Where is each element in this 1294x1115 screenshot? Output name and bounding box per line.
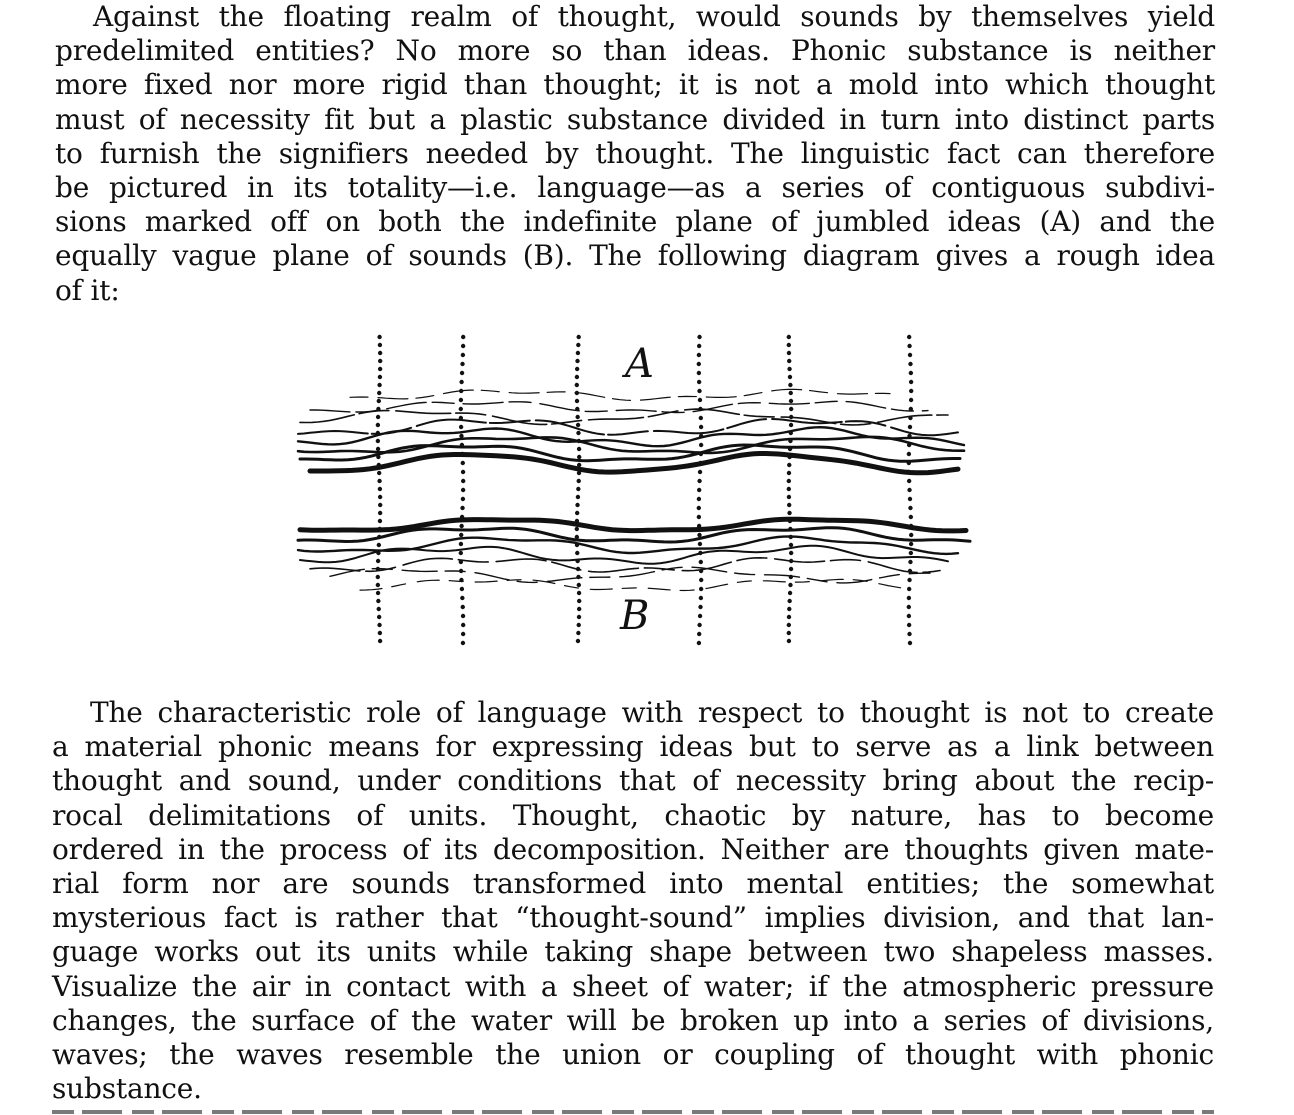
subdivision-dot: [787, 631, 791, 635]
subdivision-dot: [376, 575, 380, 579]
subdivision-dot: [908, 362, 912, 366]
subdivision-dot: [789, 551, 793, 555]
subdivision-dot: [576, 639, 580, 643]
subdivision-dot: [575, 399, 579, 403]
subdivision-dot: [698, 398, 702, 402]
subdivision-dot: [907, 461, 911, 465]
paragraph-1-line: Against the floating realm of thought, would sounds by themselves yield: [93, 0, 1215, 33]
subdivision-dot: [377, 479, 381, 483]
subdivision-dot: [909, 533, 913, 537]
subdivision-dot: [697, 362, 701, 366]
subdivision-dot: [459, 380, 463, 384]
subdivision-dot: [575, 407, 579, 411]
subdivision-dot: [575, 519, 579, 523]
subdivision-dot: [789, 567, 793, 571]
subdivision-dot: [460, 452, 464, 456]
subdivision-dot: [907, 614, 911, 618]
subdivision-dot: [576, 495, 580, 499]
plane-a-stroke: [300, 409, 948, 425]
subdivision-dot: [376, 415, 380, 419]
plane-a-stroke: [310, 454, 958, 473]
subdivision-dot: [376, 447, 380, 451]
subdivision-dot: [699, 443, 703, 447]
subdivision-dot: [699, 425, 703, 429]
subdivision-dot: [908, 497, 912, 501]
subdivision-dot: [461, 335, 465, 339]
subdivision-dot: [378, 343, 382, 347]
subdivision-dot: [697, 497, 701, 501]
paragraph-1-line: predelimited entities? No more so than ideas. Phonic substance is neither: [55, 34, 1215, 68]
subdivision-dot: [787, 335, 791, 339]
paragraph-2-line: mysterious fact is rather that “thought-sound” implies division, and that lan-: [52, 901, 1214, 935]
subdivision-dot: [698, 461, 702, 465]
subdivision-dot: [575, 511, 579, 515]
subdivision-dot: [787, 455, 791, 459]
plane-b-label: B: [620, 593, 650, 639]
subdivision-dot: [908, 506, 912, 510]
paragraph-1-line: to furnish the signifiers needed by thought. The linguistic fact can therefore: [55, 136, 1215, 170]
subdivision-dot: [377, 607, 381, 611]
subdivision-dot: [908, 353, 912, 357]
paragraph-1-line: of it:: [55, 273, 120, 307]
subdivision-dot: [789, 407, 793, 411]
subdivision-dot: [787, 599, 791, 603]
subdivision-dot: [697, 479, 701, 483]
subdivision-dot: [577, 479, 581, 483]
subdivision-dot: [577, 607, 581, 611]
subdivision-dot: [787, 503, 791, 507]
subdivision-dot: [699, 560, 703, 564]
subdivision-dot: [378, 359, 382, 363]
paragraph-2-line: guage works out its units while taking shape between two shapeless masses.: [52, 935, 1214, 969]
subdivision-dot: [909, 515, 913, 519]
subdivision-dot: [461, 461, 465, 465]
subdivision-dot: [909, 407, 913, 411]
subdivision-dot: [377, 335, 381, 339]
subdivision-dot: [461, 353, 465, 357]
subdivision-dot: [787, 639, 791, 643]
subdivision-dot: [789, 431, 793, 435]
subdivision-dot: [377, 391, 381, 395]
subdivision-dot: [459, 416, 463, 420]
subdivision-dot: [789, 391, 793, 395]
subdivision-dot: [697, 533, 701, 537]
subdivision-dot: [575, 527, 579, 531]
subdivision-dot: [907, 578, 911, 582]
subdivision-dot: [377, 471, 381, 475]
subdivision-dot: [697, 389, 701, 393]
subdivision-dot: [577, 615, 581, 619]
plane-a-stroke: [298, 419, 958, 435]
subdivision-dot: [459, 389, 463, 393]
subdivision-dot: [376, 431, 380, 435]
subdivision-dot: [459, 407, 463, 411]
subdivision-dot: [459, 542, 463, 546]
paragraph-1-line: be pictured in its totality—i.e. language—as a series of contiguous subdivi-: [55, 171, 1215, 205]
subdivision-dot: [697, 371, 701, 375]
plane-a-ideas: [298, 389, 964, 473]
subdivision-dot: [461, 479, 465, 483]
subdivision-dot: [787, 511, 791, 515]
subdivision-dot: [907, 587, 911, 591]
subdivision-dot: [698, 605, 702, 609]
subdivision-dot: [789, 575, 793, 579]
subdivision-dot: [697, 344, 701, 348]
subdivision-dot: [787, 351, 791, 355]
subdivision-dot: [575, 367, 579, 371]
plane-a-label: A: [625, 341, 654, 387]
subdivision-dot: [699, 416, 703, 420]
next-line-cut-off: [52, 1104, 1214, 1115]
subdivision-dot: [461, 641, 465, 645]
subdivision-dot: [460, 362, 464, 366]
subdivision-dot: [787, 495, 791, 499]
subdivision-dot: [787, 367, 791, 371]
subdivision-dot: [378, 519, 382, 523]
subdivision-dot: [699, 578, 703, 582]
subdivision-dot: [376, 559, 380, 563]
subdivision-dot: [378, 511, 382, 515]
subdivision-dot: [377, 399, 381, 403]
subdivision-dot: [788, 519, 792, 523]
subdivision-dot: [907, 470, 911, 474]
subdivision-dot: [699, 596, 703, 600]
subdivision-dot: [460, 506, 464, 510]
subdivision-dot: [788, 527, 792, 531]
subdivision-dot: [378, 639, 382, 643]
subdivision-dot: [576, 567, 580, 571]
subdivision-dot: [577, 623, 581, 627]
subdivision-dot: [378, 495, 382, 499]
subdivision-dot: [575, 375, 579, 379]
subdivision-dot: [459, 560, 463, 564]
subdivision-dot: [908, 416, 912, 420]
subdivision-dot: [460, 596, 464, 600]
subdivision-dot: [459, 569, 463, 573]
subdivision-dot: [576, 343, 580, 347]
subdivision-dot: [907, 596, 911, 600]
paragraph-1-line: must of necessity fit but a plastic substance divided in turn into distinct parts: [55, 102, 1215, 136]
paragraph-2-line: The characteristic role of language with respect to thought is not to create: [90, 696, 1214, 729]
subdivision-dot: [577, 455, 581, 459]
subdivision-dot: [577, 471, 581, 475]
subdivision-dot: [787, 487, 791, 491]
subdivision-dot: [376, 567, 380, 571]
subdivision-dot: [459, 434, 463, 438]
paragraph-2-line: substance.: [52, 1072, 202, 1106]
subdivision-dot: [376, 407, 380, 411]
paragraph-2: [52, 696, 1214, 1106]
subdivision-dot: [907, 488, 911, 492]
subdivision-dot: [378, 351, 382, 355]
subdivision-dot: [575, 359, 579, 363]
subdivision-dot: [908, 569, 912, 573]
subdivision-dot: [377, 463, 381, 467]
subdivision-dot: [576, 335, 580, 339]
subdivision-dot: [789, 415, 793, 419]
subdivision-dot: [789, 399, 793, 403]
subdivision-dot: [788, 591, 792, 595]
subdivision-dot: [697, 623, 701, 627]
subdivision-dot: [907, 605, 911, 609]
subdivision-dot: [376, 439, 380, 443]
subdivision-dot: [575, 559, 579, 563]
subdivision-dot: [460, 371, 464, 375]
subdivision-dot: [376, 423, 380, 427]
subdivision-dot: [697, 506, 701, 510]
paragraph-2-line: Visualize the air in contact with a sheet of water; if the atmospheric pressure: [52, 969, 1214, 1003]
subdivision-dot: [575, 415, 579, 419]
subdivision-dot: [575, 535, 579, 539]
subdivision-dot: [788, 583, 792, 587]
subdivision-dot: [376, 455, 380, 459]
subdivision-dot: [787, 479, 791, 483]
paragraph-2-line: a material phonic means for expressing ideas but to serve as a link between: [52, 730, 1214, 764]
subdivision-dot: [907, 452, 911, 456]
subdivision-dot: [459, 578, 463, 582]
subdivision-dot: [909, 398, 913, 402]
subdivision-dot: [789, 559, 793, 563]
subdivision-dot: [788, 383, 792, 387]
subdivision-dot: [907, 434, 911, 438]
plane-b-sounds: [298, 519, 970, 590]
subdivision-dot: [459, 533, 463, 537]
subdivision-dot: [907, 632, 911, 636]
subdivision-dot: [376, 551, 380, 555]
subdivision-dot: [698, 470, 702, 474]
plane-a-stroke: [300, 445, 960, 461]
subdivision-dot: [907, 344, 911, 348]
subdivision-dot: [698, 542, 702, 546]
plane-b-stroke: [300, 519, 966, 531]
subdivision-dot: [788, 447, 792, 451]
subdivision-dot: [697, 488, 701, 492]
subdivision-dot: [909, 380, 913, 384]
subdivision-dot: [576, 487, 580, 491]
subdivision-dot: [909, 542, 913, 546]
paragraph-2-line: rocal delimitations of units. Thought, chaotic by nature, has to become: [52, 798, 1214, 832]
subdivision-dot: [461, 470, 465, 474]
subdivision-dot: [787, 615, 791, 619]
subdivision-dot: [699, 434, 703, 438]
subdivision-dot: [697, 335, 701, 339]
subdivision-dot: [377, 535, 381, 539]
subdivision-dot: [908, 425, 912, 429]
subdivision-dot: [378, 367, 382, 371]
paragraph-2-line: ordered in the process of its decomposition. Neither are thoughts given mate-: [52, 832, 1214, 866]
subdivision-dot: [378, 375, 382, 379]
subdivision-dot: [577, 583, 581, 587]
thought-sound-diagram: [290, 325, 980, 655]
subdivision-dot: [460, 515, 464, 519]
subdivision-dot: [376, 591, 380, 595]
subdivision-dot: [575, 383, 579, 387]
subdivision-dot: [788, 439, 792, 443]
subdivision-dot: [699, 569, 703, 573]
subdivision-dot: [577, 599, 581, 603]
subdivision-dot: [787, 607, 791, 611]
subdivision-dot: [575, 543, 579, 547]
plane-b-stroke: [300, 546, 948, 564]
subdivision-dot: [461, 344, 465, 348]
subdivision-dot: [575, 551, 579, 555]
subdivision-dot: [459, 524, 463, 528]
subdivision-dot: [460, 587, 464, 591]
subdivision-dot: [787, 343, 791, 347]
subdivision-dot: [909, 371, 913, 375]
paragraph-1-line: more fixed nor more rigid than thought; it is not a mold into which thought: [55, 68, 1215, 102]
subdivision-dot: [907, 335, 911, 339]
subdivision-dot: [698, 407, 702, 411]
paragraph-2-line: changes, the surface of the water will be broken up into a series of divisions,: [52, 1003, 1214, 1037]
subdivision-dot: [699, 452, 703, 456]
subdivision-dot: [576, 423, 580, 427]
paragraph-2-line: thought and sound, under conditions that of necessity bring about the recip-: [52, 764, 1214, 798]
paragraph-1: [55, 0, 1215, 308]
paragraph-1-line: sions marked off on both the indefinite plane of jumbled ideas (A) and the: [55, 205, 1215, 239]
subdivision-dot: [461, 632, 465, 636]
subdivision-dot: [907, 443, 911, 447]
subdivision-dot: [698, 551, 702, 555]
paragraph-2-line: rial form nor are sounds transformed into mental entities; the somewhat: [52, 867, 1214, 901]
subdivision-dot: [377, 615, 381, 619]
subdivision-dot: [459, 425, 463, 429]
subdivision-dot: [461, 488, 465, 492]
subdivision-dot: [789, 543, 793, 547]
subdivision-dot: [378, 631, 382, 635]
subdivision-dot: [787, 623, 791, 627]
subdivision-dot: [697, 515, 701, 519]
subdivision-dot: [461, 623, 465, 627]
subdivision-dot: [909, 389, 913, 393]
subdivision-dot: [577, 439, 581, 443]
subdivision-dot: [788, 375, 792, 379]
subdivision-dot: [576, 351, 580, 355]
subdivision-dot: [576, 431, 580, 435]
subdivision-dot: [576, 575, 580, 579]
subdivision-dot: [909, 524, 913, 528]
subdivision-dot: [697, 632, 701, 636]
subdivision-dot: [461, 614, 465, 618]
subdivision-dot: [789, 423, 793, 427]
subdivision-dot: [787, 471, 791, 475]
subdivision-dot: [377, 383, 381, 387]
subdivision-dot: [378, 487, 382, 491]
subdivision-dot: [378, 503, 382, 507]
subdivision-dot: [577, 463, 581, 467]
paragraph-1-line: equally vague plane of sounds (B). The following diagram gives a rough idea: [55, 239, 1215, 273]
subdivision-dot: [908, 641, 912, 645]
subdivision-dot: [376, 583, 380, 587]
subdivision-dot: [697, 380, 701, 384]
subdivision-dot: [377, 527, 381, 531]
subdivision-dot: [377, 543, 381, 547]
subdivision-dot: [459, 551, 463, 555]
paragraph-2-line: waves; the waves resemble the union or coupling of thought with phonic: [52, 1038, 1214, 1072]
subdivision-dot: [787, 463, 791, 467]
subdivision-dot: [697, 353, 701, 357]
subdivision-dot: [699, 587, 703, 591]
subdivision-dot: [698, 614, 702, 618]
subdivision-dot: [376, 599, 380, 603]
subdivision-dot: [697, 641, 701, 645]
subdivision-dot: [789, 535, 793, 539]
plane-b-stroke: [360, 579, 906, 590]
subdivision-dot: [377, 623, 381, 627]
subdivision-dot: [575, 503, 579, 507]
subdivision-dot: [909, 551, 913, 555]
subdivision-dot: [697, 524, 701, 528]
subdivision-dot: [907, 623, 911, 627]
subdivision-dot: [576, 631, 580, 635]
subdivision-dot: [461, 605, 465, 609]
subdivision-dot: [577, 591, 581, 595]
plane-a-stroke: [350, 389, 890, 400]
subdivision-dot: [907, 479, 911, 483]
subdivision-dot: [461, 497, 465, 501]
subdivision-dot: [460, 443, 464, 447]
subdivision-dot: [908, 560, 912, 564]
subdivision-dot: [787, 359, 791, 363]
subdivision-dot: [459, 398, 463, 402]
subdivision-dot: [575, 391, 579, 395]
subdivision-dot: [577, 447, 581, 451]
